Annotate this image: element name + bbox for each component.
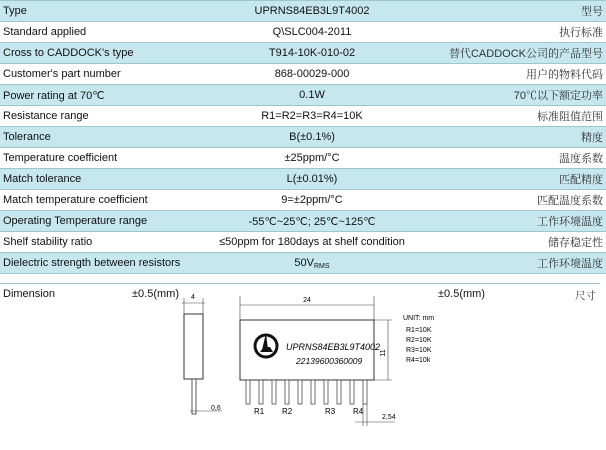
pin bbox=[324, 380, 328, 404]
spec-label: Tolerance bbox=[0, 127, 184, 148]
spec-label-cn: 执行标准 bbox=[440, 22, 606, 43]
spec-value-text: ±25ppm/°C bbox=[284, 152, 340, 164]
spec-label-cn: 型号 bbox=[440, 1, 606, 22]
dimension-label: Dimension bbox=[3, 288, 55, 300]
pin bbox=[272, 380, 276, 404]
spec-value bbox=[184, 190, 440, 211]
pin bbox=[298, 380, 302, 404]
spec-label: Match tolerance bbox=[0, 169, 184, 190]
spec-value-text: 0.1W bbox=[299, 89, 325, 101]
spec-label: Dielectric strength between resistors bbox=[0, 253, 184, 274]
spec-value-text: Q\SLC004-2011 bbox=[272, 26, 352, 38]
pin-label-r2: R2 bbox=[282, 407, 293, 416]
pin bbox=[363, 380, 367, 404]
spec-value bbox=[184, 211, 440, 232]
spec-row bbox=[0, 148, 606, 169]
spec-label-cn: 标准阻值范围 bbox=[440, 106, 606, 127]
pin bbox=[337, 380, 341, 404]
pin bbox=[350, 380, 354, 404]
value-r2: R2=10K bbox=[406, 337, 432, 344]
dimension-drawing bbox=[0, 284, 600, 450]
spec-label: Match temperature coefficient bbox=[0, 190, 184, 211]
spec-value bbox=[184, 169, 440, 190]
spec-label: Standard applied bbox=[0, 22, 184, 43]
pin bbox=[285, 380, 289, 404]
spec-value-text: 50V bbox=[294, 256, 314, 269]
spec-label-cn: 70℃以下额定功率 bbox=[440, 85, 606, 106]
spec-value-text: B(±0.1%) bbox=[289, 131, 335, 143]
spec-label: Temperature coefficient bbox=[0, 148, 184, 169]
front-height-label: 11 bbox=[380, 349, 387, 357]
spec-value-text: 868-00029-000 bbox=[274, 68, 350, 80]
spec-label-cn: 温度系数 bbox=[440, 148, 606, 169]
spec-label-cn: 用户的物料代码 bbox=[440, 64, 606, 85]
spec-row bbox=[0, 106, 606, 127]
value-r4: R4=10k bbox=[406, 357, 431, 364]
value-r1: R1=10K bbox=[406, 327, 432, 334]
spec-value bbox=[184, 22, 440, 43]
spec-row bbox=[0, 169, 606, 190]
spec-label: Operating Temperature range bbox=[0, 211, 184, 232]
spec-row bbox=[0, 85, 606, 106]
pin bbox=[259, 380, 263, 404]
spec-value-text: R1=R2=R3=R4=10K bbox=[261, 110, 363, 122]
pin-label-r4: R4 bbox=[353, 407, 364, 416]
spec-value bbox=[184, 127, 440, 148]
spec-row bbox=[0, 1, 606, 22]
unit-legend bbox=[403, 315, 434, 364]
spec-label-cn: 替代CADDOCK公司的产品型号 bbox=[440, 43, 606, 64]
side-view-pin bbox=[192, 379, 196, 414]
side-view bbox=[182, 294, 222, 414]
spec-value-text: L(±0.01%) bbox=[286, 173, 338, 185]
side-pin-label: 0,6 bbox=[211, 405, 221, 412]
pitch-label: 2,54 bbox=[382, 414, 396, 421]
spec-value bbox=[184, 1, 440, 22]
spec-row bbox=[0, 253, 606, 274]
front-view bbox=[240, 296, 396, 426]
spec-row bbox=[0, 64, 606, 85]
side-width-label: 4 bbox=[191, 294, 195, 301]
spec-label: Cross to CADDOCK's type bbox=[0, 43, 184, 64]
spec-label: Power rating at 70℃ bbox=[0, 85, 184, 106]
spec-value bbox=[184, 106, 440, 127]
spec-value-text: UPRNS84EB3L9T4002 bbox=[254, 5, 370, 17]
front-view-pins bbox=[246, 380, 367, 404]
pin-label-r3: R3 bbox=[325, 407, 336, 416]
front-width-label: 24 bbox=[303, 297, 311, 304]
spec-value bbox=[184, 43, 440, 64]
spec-row bbox=[0, 22, 606, 43]
spec-label-cn: 匹配精度 bbox=[440, 169, 606, 190]
spec-value-text: -55℃~25℃; 25℃~125℃ bbox=[248, 215, 376, 228]
spec-value-text: ≤50ppm for 180days at shelf condition bbox=[219, 236, 405, 248]
spec-label: Customer's part number bbox=[0, 64, 184, 85]
dimension-tolerance-left: ±0.5(mm) bbox=[132, 288, 179, 300]
unit-label: UNIT: mm bbox=[403, 315, 435, 322]
spec-row bbox=[0, 232, 606, 253]
spec-label: Shelf stability ratio bbox=[0, 232, 184, 253]
spec-label: Resistance range bbox=[0, 106, 184, 127]
spec-label: Type bbox=[0, 1, 184, 22]
spec-row bbox=[0, 190, 606, 211]
spec-value bbox=[184, 253, 440, 274]
manufacturer-logo bbox=[255, 333, 277, 357]
pin-label-r1: R1 bbox=[254, 407, 265, 416]
pin bbox=[311, 380, 315, 404]
spec-label-cn: 工作环境温度 bbox=[440, 211, 606, 232]
spec-value-text: T914-10K-010-02 bbox=[268, 47, 356, 59]
dimension-tolerance-right: ±0.5(mm) bbox=[438, 288, 485, 300]
side-view-body bbox=[184, 314, 203, 379]
spec-label-cn: 工作环境温度 bbox=[440, 253, 606, 274]
pin bbox=[246, 380, 250, 404]
dimension-section bbox=[0, 283, 600, 450]
dimension-cn-label: 尺寸 bbox=[575, 290, 596, 302]
spec-value bbox=[184, 148, 440, 169]
spec-value bbox=[184, 232, 440, 253]
spec-value-subscript: RMS bbox=[314, 262, 330, 270]
spec-row bbox=[0, 43, 606, 64]
spec-value bbox=[184, 64, 440, 85]
spec-label-cn: 匹配温度系数 bbox=[440, 190, 606, 211]
value-r3: R3=10K bbox=[406, 347, 432, 354]
spec-row bbox=[0, 211, 606, 232]
spec-label-cn: 精度 bbox=[440, 127, 606, 148]
code-number-text: 22139600360009 bbox=[296, 356, 363, 366]
part-number-text: UPRNS84EB3L9T4002 bbox=[286, 342, 381, 352]
spec-value bbox=[184, 85, 440, 106]
spec-row bbox=[0, 127, 606, 148]
spec-label-cn: 储存稳定性 bbox=[440, 232, 606, 253]
spec-value-text: 9=±2ppm/°C bbox=[281, 194, 343, 206]
